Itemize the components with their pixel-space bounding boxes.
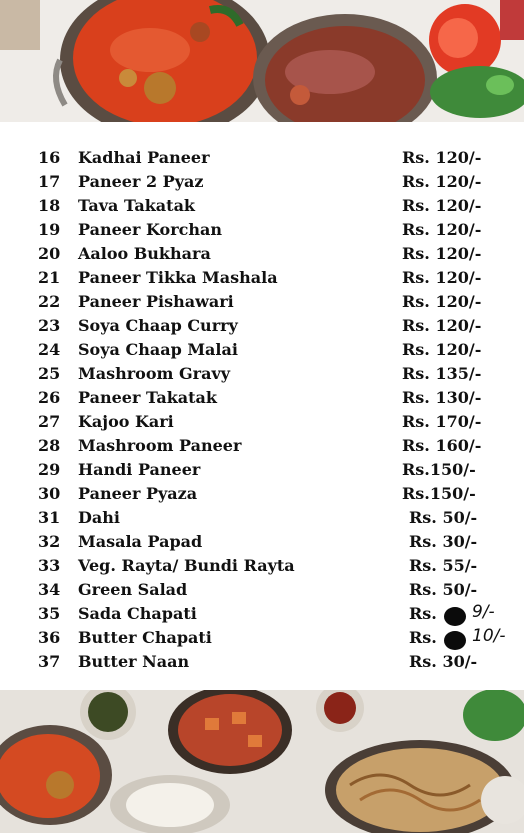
- item-number: 20: [38, 244, 61, 263]
- item-name: Paneer Pyaza: [78, 484, 198, 503]
- item-number: 32: [38, 532, 61, 551]
- item-number: 36: [38, 628, 61, 647]
- item-price: Rs. 120/-: [402, 220, 482, 239]
- ink-blot: [444, 607, 466, 626]
- item-price: Rs. 30/-: [409, 532, 478, 551]
- item-price: Rs. 50/-: [409, 580, 478, 599]
- menu-item: [0, 340, 524, 364]
- menu-item: [0, 172, 524, 196]
- item-name: Green Salad: [78, 580, 188, 599]
- item-price: Rs.: [409, 628, 437, 647]
- item-name: Tava Takatak: [78, 196, 196, 215]
- item-number: 30: [38, 484, 61, 503]
- item-number: 33: [38, 556, 61, 575]
- bottom-food-photo: [0, 690, 524, 833]
- menu-item: [0, 460, 524, 484]
- item-name: Paneer 2 Pyaz: [78, 172, 204, 191]
- item-name: Butter Naan: [78, 652, 190, 671]
- item-number: 26: [38, 388, 61, 407]
- menu-item: [0, 484, 524, 508]
- item-number: 27: [38, 412, 61, 431]
- menu-item: [0, 532, 524, 556]
- menu-item: [0, 388, 524, 412]
- item-price: Rs. 120/-: [402, 172, 482, 191]
- menu-item: [0, 292, 524, 316]
- item-name: Kajoo Kari: [78, 412, 174, 431]
- top-food-photo: [0, 0, 524, 122]
- menu-item: [0, 196, 524, 220]
- item-name: Paneer Takatak: [78, 388, 217, 407]
- item-price: Rs. 50/-: [409, 508, 478, 527]
- item-price: Rs.150/-: [402, 460, 476, 479]
- menu-item: [0, 364, 524, 388]
- menu-list: [0, 122, 524, 690]
- item-price: Rs.150/-: [402, 484, 476, 503]
- item-price: Rs.: [409, 604, 437, 623]
- item-price: Rs. 55/-: [409, 556, 478, 575]
- item-price: Rs. 160/-: [402, 436, 482, 455]
- item-number: 25: [38, 364, 61, 383]
- item-number: 37: [38, 652, 61, 671]
- item-number: 29: [38, 460, 61, 479]
- item-name: Mashroom Paneer: [78, 436, 242, 455]
- item-price: Rs. 120/-: [402, 292, 482, 311]
- item-name: Soya Chaap Curry: [78, 316, 238, 335]
- menu-item: [0, 220, 524, 244]
- menu-item: [0, 412, 524, 436]
- menu-item: [0, 628, 524, 652]
- item-price: Rs. 120/-: [402, 340, 482, 359]
- item-name: Paneer Pishawari: [78, 292, 234, 311]
- item-price: Rs. 120/-: [402, 268, 482, 287]
- item-price: Rs. 120/-: [402, 316, 482, 335]
- item-name: Sada Chapati: [78, 604, 197, 623]
- item-name: Handi Paneer: [78, 460, 201, 479]
- menu-item: [0, 508, 524, 532]
- item-number: 35: [38, 604, 61, 623]
- item-name: Veg. Rayta/ Bundi Rayta: [78, 556, 295, 575]
- item-number: 34: [38, 580, 61, 599]
- menu-item: [0, 244, 524, 268]
- item-name: Aaloo Bukhara: [78, 244, 211, 263]
- menu-item: [0, 580, 524, 604]
- menu-item: [0, 316, 524, 340]
- item-number: 22: [38, 292, 61, 311]
- item-number: 31: [38, 508, 61, 527]
- item-price: Rs. 135/-: [402, 364, 482, 383]
- handwritten-price: 10/-: [472, 626, 506, 646]
- item-number: 18: [38, 196, 61, 215]
- item-name: Masala Papad: [78, 532, 203, 551]
- item-number: 19: [38, 220, 61, 239]
- item-name: Mashroom Gravy: [78, 364, 231, 383]
- menu-item: [0, 604, 524, 628]
- item-name: Kadhai Paneer: [78, 148, 210, 167]
- item-price: Rs. 120/-: [402, 196, 482, 215]
- item-price: Rs. 120/-: [402, 148, 482, 167]
- item-number: 17: [38, 172, 61, 191]
- item-name: Butter Chapati: [78, 628, 212, 647]
- item-name: Dahi: [78, 508, 120, 527]
- item-number: 28: [38, 436, 61, 455]
- menu-item: [0, 556, 524, 580]
- ink-blot: [444, 631, 466, 650]
- item-name: Soya Chaap Malai: [78, 340, 238, 359]
- menu-item: [0, 268, 524, 292]
- menu-item: [0, 436, 524, 460]
- item-number: 23: [38, 316, 61, 335]
- menu-item: [0, 652, 524, 676]
- item-name: Paneer Korchan: [78, 220, 222, 239]
- handwritten-price: 9/-: [472, 602, 495, 622]
- item-number: 24: [38, 340, 61, 359]
- item-number: 16: [38, 148, 61, 167]
- item-number: 21: [38, 268, 61, 287]
- menu-item: [0, 148, 524, 172]
- item-price: Rs. 170/-: [402, 412, 482, 431]
- item-price: Rs. 30/-: [409, 652, 478, 671]
- item-name: Paneer Tikka Mashala: [78, 268, 278, 287]
- item-price: Rs. 130/-: [402, 388, 482, 407]
- item-price: Rs. 120/-: [402, 244, 482, 263]
